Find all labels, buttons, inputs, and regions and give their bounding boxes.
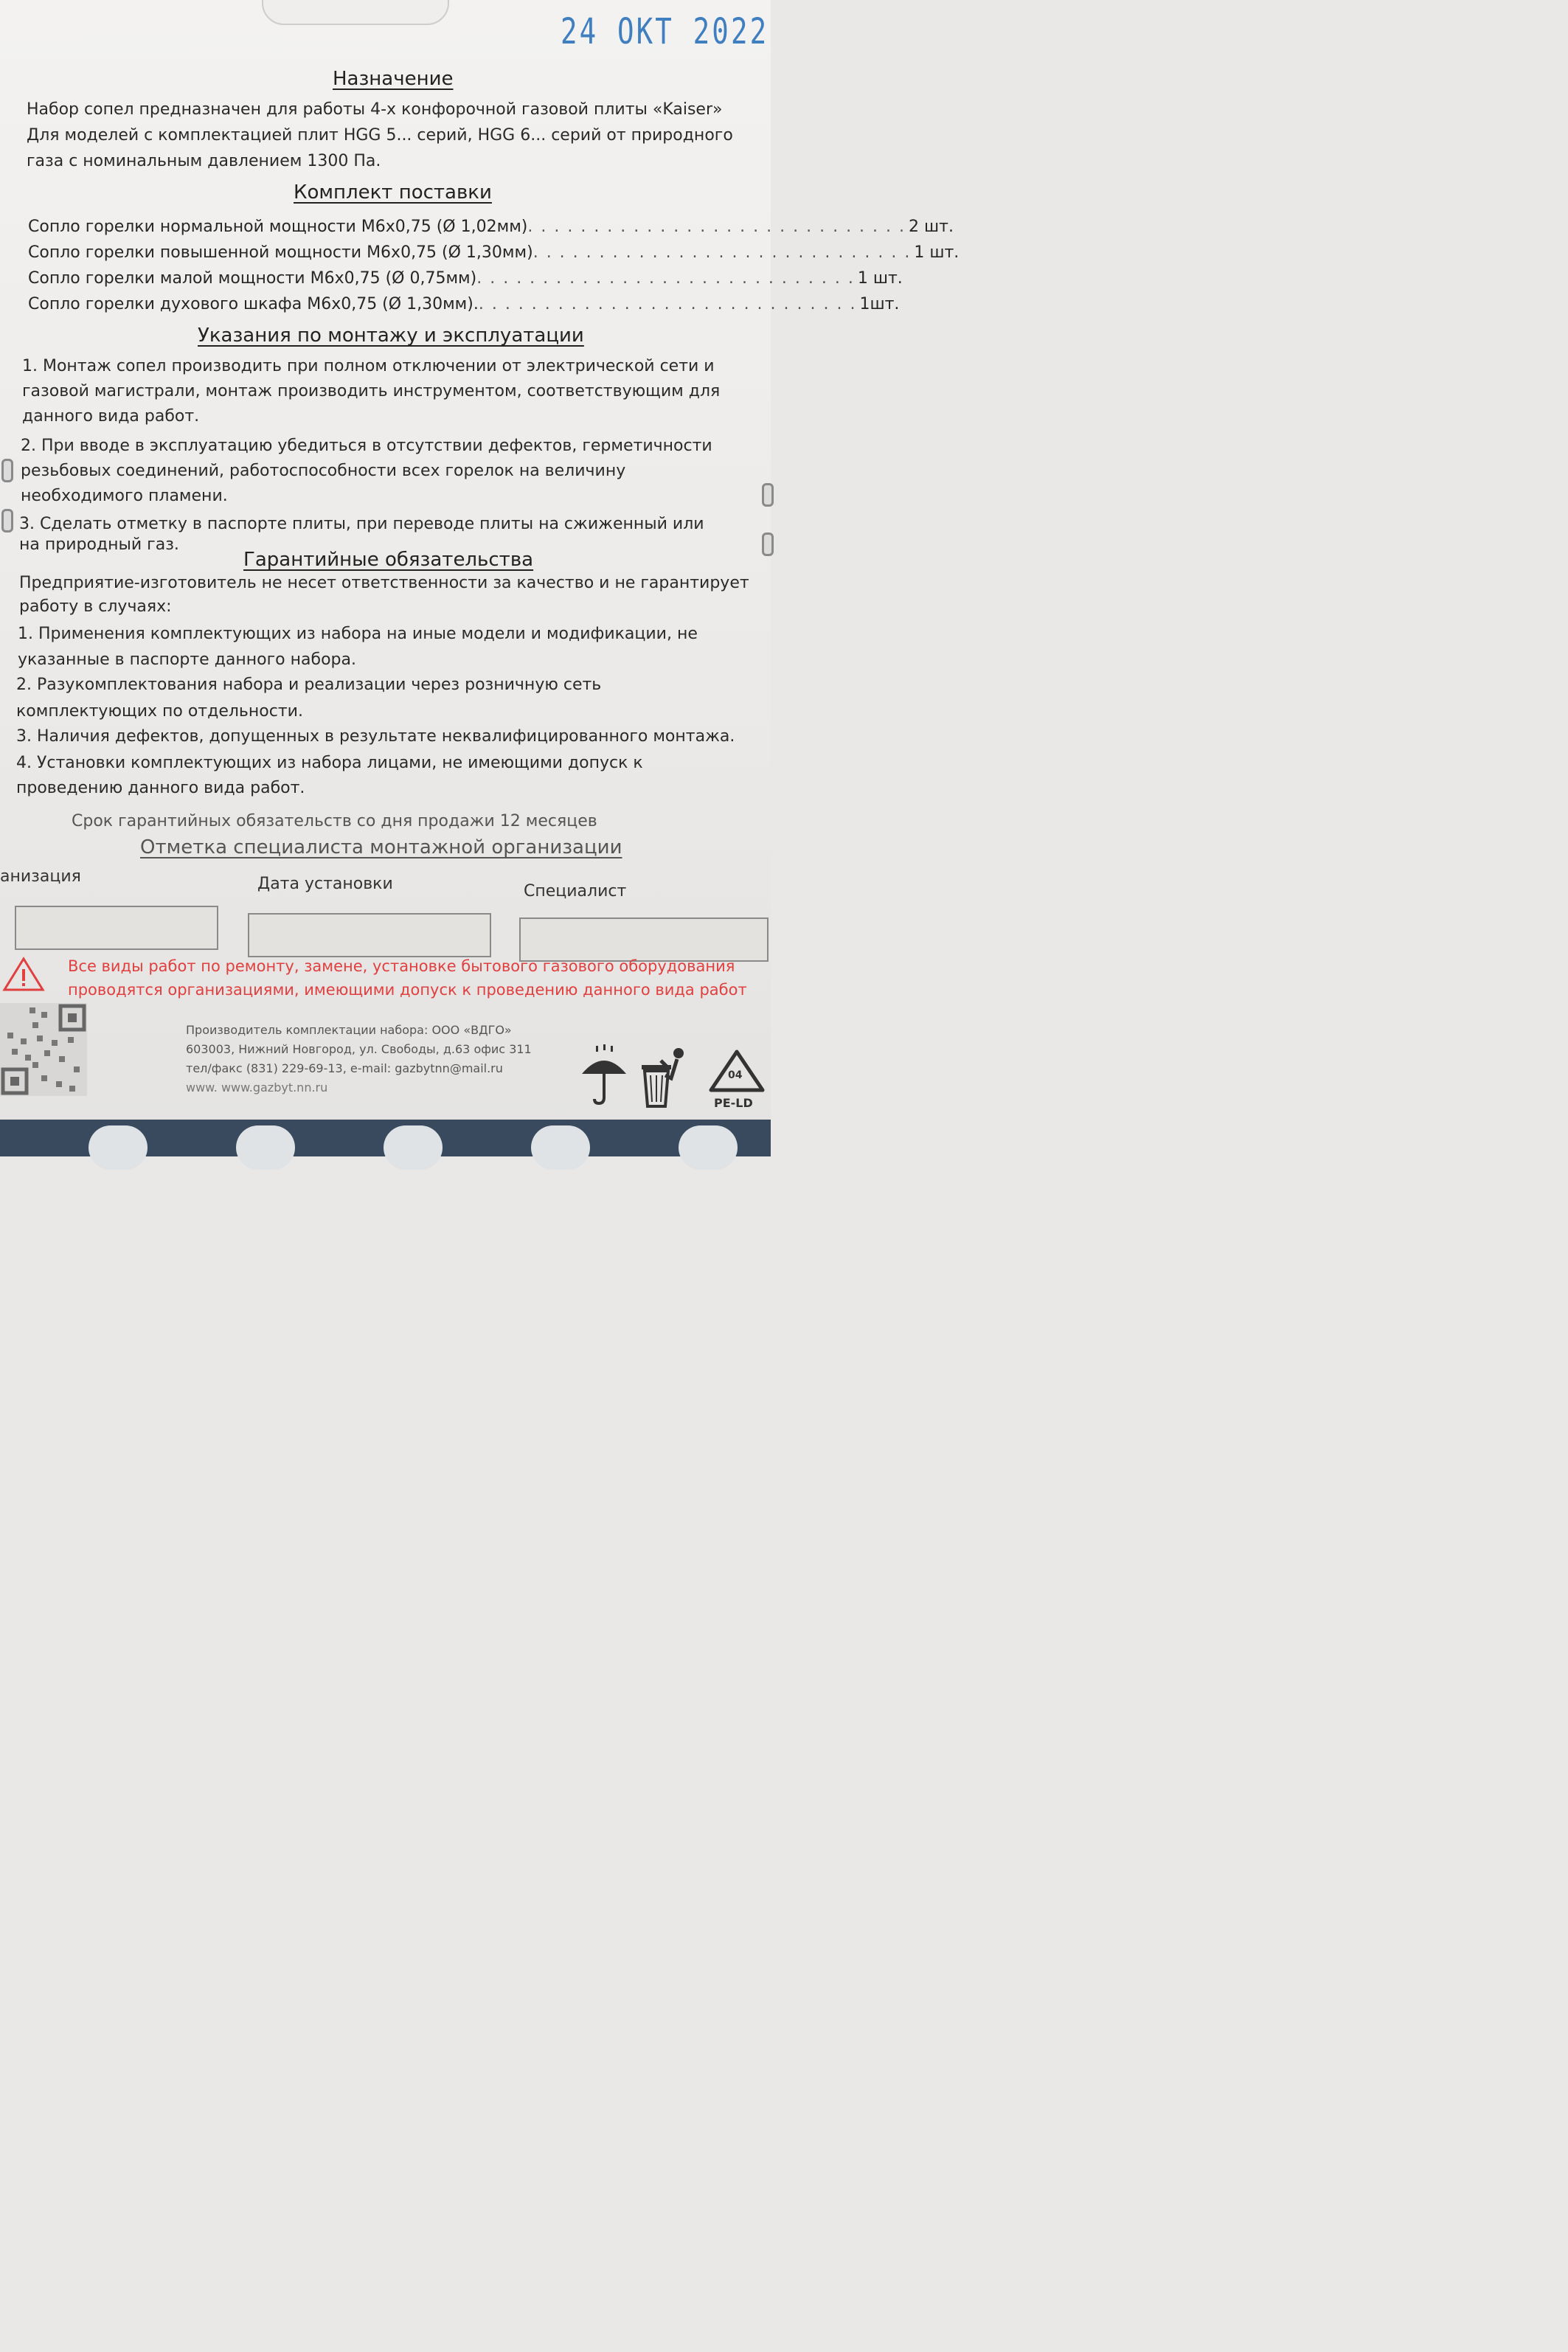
instructions-heading: Указания по монтажу и эксплуатации xyxy=(198,325,584,347)
purpose-line: Набор сопел предназначен для работы 4-х конфорочной газовой плиты «Kaiser» xyxy=(27,100,723,119)
manufacturer-line: www. www.gazbyt.nn.ru xyxy=(186,1080,328,1095)
purpose-line: Для моделей с комплектацией плит HGG 5... серий, HGG 6... серий от природного xyxy=(27,126,733,145)
warranty-line: 4. Установки комплектующих из набора лицами, не имеющими допуск к xyxy=(16,754,643,772)
specialist-field[interactable] xyxy=(519,917,769,962)
kit-item-name: Сопло горелки повышенной мощности М6х0,75 (Ø 1,30мм) xyxy=(28,243,533,262)
kit-item-qty: 1 шт. xyxy=(857,269,903,288)
kit-item xyxy=(28,215,954,240)
dot-leader: . . . . . . . . . . . . . . . . . . . . . . . . . . . . . xyxy=(533,243,912,262)
recycle-code: 04 xyxy=(728,1069,743,1081)
kit-item-qty: 1шт. xyxy=(859,295,900,313)
manufacturer-line: 603003, Нижний Новгород, ул. Свободы, д.63 офис 311 xyxy=(186,1042,532,1056)
hang-hole xyxy=(262,0,449,25)
specialist-label: Специалист xyxy=(524,882,627,901)
purpose-heading: Назначение xyxy=(333,68,454,90)
recycle-material: PE-LD xyxy=(714,1096,753,1110)
binder-ring-icon xyxy=(1,509,13,533)
warranty-line: 1. Применения комплектующих из набора на иные модели и модификации, не xyxy=(18,625,698,643)
background-pattern xyxy=(0,1120,771,1156)
install-date-label: Дата установки xyxy=(257,875,393,893)
purpose-line: газа с номинальным давлением 1300 Па. xyxy=(27,152,381,170)
warning-line: Все виды работ по ремонту, замене, установке бытового газового оборудования xyxy=(68,957,735,975)
binder-ring-icon xyxy=(762,533,774,556)
date-stamp: 24 ОКТ 2022 xyxy=(561,11,769,52)
warning-triangle-icon xyxy=(3,956,44,993)
warranty-line: комплектующих по отдельности. xyxy=(16,702,303,721)
instructions-line: необходимого пламени. xyxy=(21,487,228,505)
warning-line: проводятся организациями, имеющими допуск к проведению данного вида работ xyxy=(68,981,747,999)
qr-code-icon xyxy=(0,1003,87,1096)
manufacturer-line: тел/факс (831) 229-69-13, e-mail: gazbytnn@mail.ru xyxy=(186,1061,503,1075)
warranty-line: 2. Разукомплектования набора и реализации через розничную сеть xyxy=(16,676,602,694)
instructions-line: данного вида работ. xyxy=(22,407,200,426)
kit-item xyxy=(28,266,903,291)
install-date-field[interactable] xyxy=(248,913,491,957)
keep-dry-umbrella-icon xyxy=(580,1044,628,1106)
instructions-line: на природный газ. xyxy=(19,535,179,554)
instructions-line: 2. При вводе в эксплуатацию убедиться в отсутствии дефектов, герметичности xyxy=(21,437,712,455)
installer-heading: Отметка специалиста монтажной организации xyxy=(140,836,622,858)
kit-item xyxy=(28,292,900,317)
kit-item-name: Сопло горелки малой мощности М6х0,75 (Ø 0,75мм) xyxy=(28,269,477,288)
dot-leader: . . . . . . . . . . . . . . . . . . . . . . . . . . . . . xyxy=(527,218,906,236)
warranty-heading: Гарантийные обязательства xyxy=(243,549,534,571)
kit-heading: Комплект поставки xyxy=(294,181,492,204)
kit-item xyxy=(28,240,960,266)
warranty-line: 3. Наличия дефектов, допущенных в результате неквалифицированного монтажа. xyxy=(16,727,735,746)
manufacturer-line: Производитель комплектации набора: ООО «ВДГО» xyxy=(186,1023,512,1037)
binder-ring-icon xyxy=(762,483,774,507)
warranty-line: проведению данного вида работ. xyxy=(16,779,305,797)
organization-label: анизация xyxy=(0,867,81,886)
warranty-line: Предприятие-изготовитель не несет ответственности за качество и не гарантирует xyxy=(19,574,749,592)
instructions-line: резьбовых соединений, работоспособности всех горелок на величину xyxy=(21,462,626,480)
dot-leader: . . . . . . . . . . . . . . . . . . . . . . . . . . . . . xyxy=(478,295,857,313)
instructions-line: газовой магистрали, монтаж производить инструментом, соответствующим для xyxy=(22,382,721,400)
warranty-line: указанные в паспорте данного набора. xyxy=(18,651,356,669)
kit-item-name: Сопло горелки духового шкафа М6х0,75 (Ø 1,30мм). xyxy=(28,295,479,313)
organization-field[interactable] xyxy=(15,906,218,950)
kit-item-qty: 2 шт. xyxy=(909,218,954,236)
trash-bin-icon xyxy=(639,1046,690,1109)
kit-item-name: Сопло горелки нормальной мощности М6х0,75 (Ø 1,02мм) xyxy=(28,218,528,236)
binder-ring-icon xyxy=(1,459,13,482)
kit-item-qty: 1 шт. xyxy=(914,243,960,262)
warranty-line: работу в случаях: xyxy=(19,597,172,616)
dot-leader: . . . . . . . . . . . . . . . . . . . . . . . . . . . . . xyxy=(476,269,855,288)
instructions-line: 3. Сделать отметку в паспорте плиты, при переводе плиты на сжиженный или xyxy=(19,515,704,533)
warranty-period: Срок гарантийных обязательств со дня продажи 12 месяцев xyxy=(72,812,597,830)
instructions-line: 1. Монтаж сопел производить при полном отключении от электрической сети и xyxy=(22,357,715,375)
